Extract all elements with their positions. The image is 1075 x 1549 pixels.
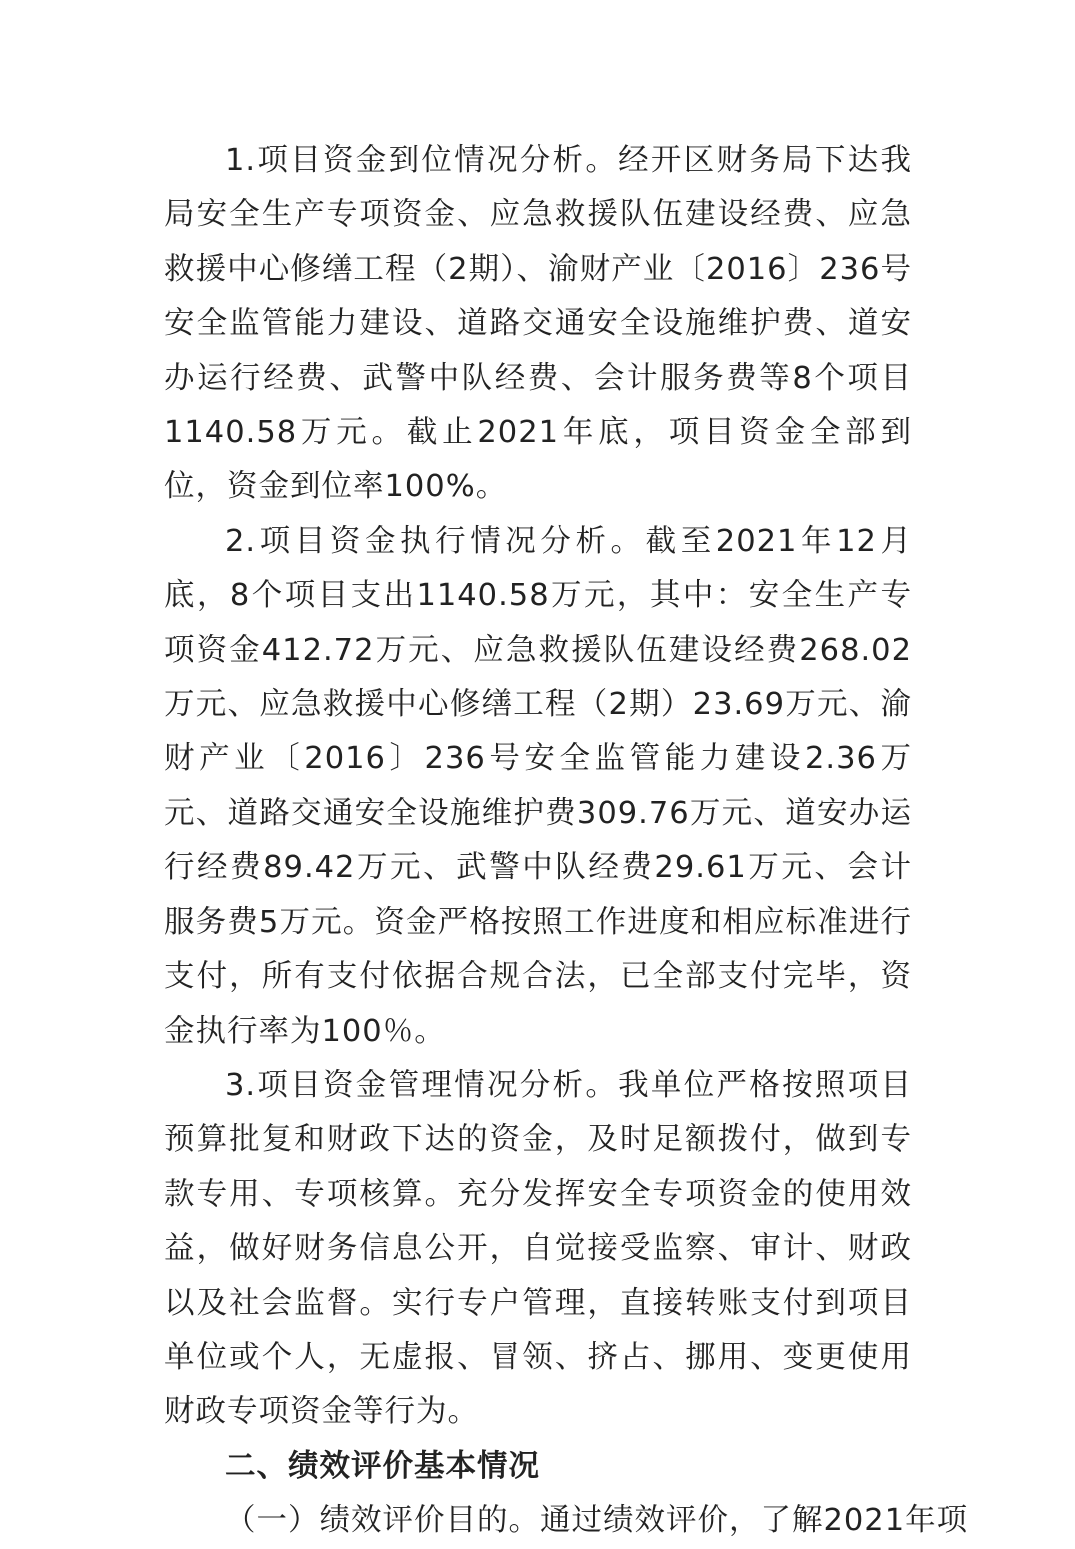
paragraph-evaluation-purpose: （一）绩效评价目的。通过绩效评价，了解2021年项 [225, 1503, 969, 1539]
section-heading: 二、绩效评价基本情况 [225, 1448, 540, 1484]
paragraph-fund-execution: 2.项目资金执行情况分析。截至2021年12月底，8个项目支出1140.58万元，其中：安全生产专项资金412.72万元、应急救援队伍建设经费268.02万元、应急救援中心修缮工程（2期）23.69万元、渝财产业〔2016〕236号安全监管能力建设2.36万元、道路交通安全设施维护费309.76万元、道安办运行经费89.42万元、武警中队经费29.61万元、会计服务费5万元。资金严格按照工作进度和相应标准进行支付，所有支付依据合规合法，已全部支付完毕，资金执行率为100％。 [164, 523, 912, 1049]
paragraph-fund-management: 3.项目资金管理情况分析。我单位严格按照项目预算批复和财政下达的资金，及时足额拨付，做到专款专用、专项核算。充分发挥安全专项资金的使用效益，做好财务信息公开，自觉接受监察、审计、财政以及社会监督。实行专户管理，直接转账支付到项目单位或个人，无虚报、冒领、挤占、挪用、变更使用财政专项资金等行为。 [164, 1067, 912, 1430]
document-body [164, 134, 969, 1549]
paragraph-fund-arrival: 1.项目资金到位情况分析。经开区财务局下达我局安全生产专项资金、应急救援队伍建设经费、应急救援中心修缮工程（2期）、渝财产业〔2016〕236号安全监管能力建设、道路交通安全设施维护费、道安办运行经费、武警中队经费、会计服务费等8个项目1140.58万元。截止2021年底，项目资金全部到位，资金到位率100%。 [164, 143, 912, 505]
